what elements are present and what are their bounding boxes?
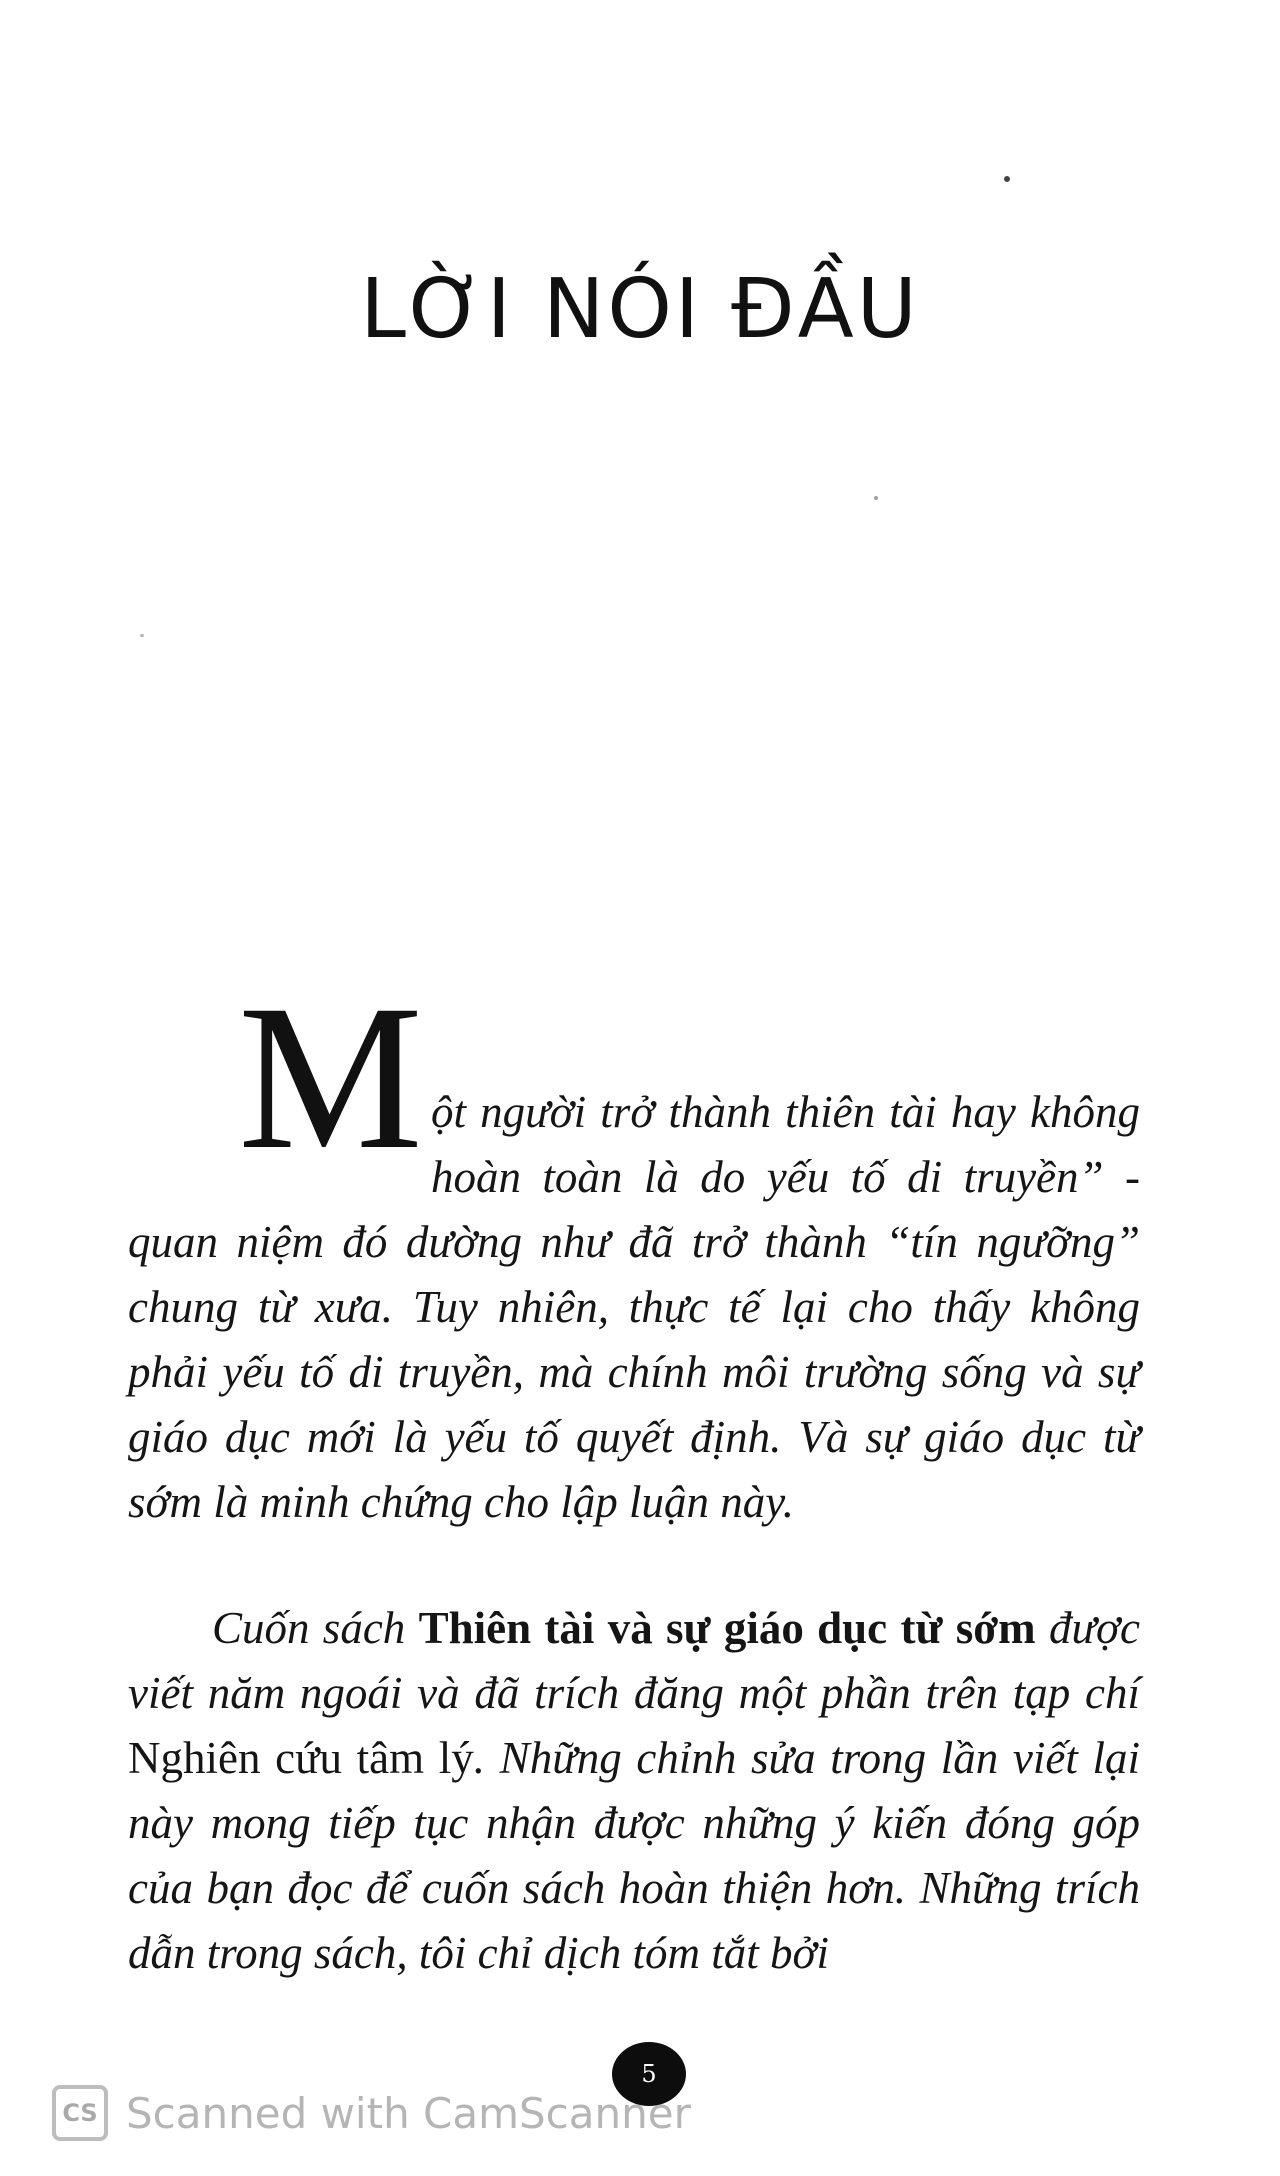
- camscanner-logo-icon: CS: [52, 2085, 108, 2141]
- scan-speck: [874, 496, 878, 500]
- scan-speck: [1004, 176, 1010, 182]
- paragraph-2: [128, 1596, 1140, 1986]
- page-number: 5: [612, 2042, 686, 2106]
- watermark-text: Scanned with CamScanner: [126, 2088, 691, 2138]
- camscanner-watermark: [52, 2082, 691, 2144]
- paragraph-2-intro: Cuốn sách: [212, 1603, 419, 1653]
- book-title: Thiên tài và sự giáo dục từ sớm: [418, 1603, 1036, 1653]
- paragraph-2-rest: . Những chỉnh sửa trong lần viết lại này mong tiếp tục nhận được những ý kiến đóng góp của bạn đọc để cuốn sách hoàn thiện hơn. Những trích dẫn trong sách, tôi chỉ dịch tóm tắt bởi: [128, 1733, 1140, 1978]
- paragraph-1-text: ột người trở thành thiên tài hay không hoàn toàn là do yếu tố di truyền” - quan niệm đó dường như đã trở thành “tín ngưỡng” chung từ xưa. Tuy nhiên, thực tế lại cho thấy không phải yếu tố di truyền, mà chính môi trường sống và sự giáo dục mới là yếu tố quyết định. Và sự giáo dục từ sớm là minh chứng cho lập luận này.: [128, 1087, 1140, 1527]
- drop-cap: M: [238, 962, 423, 1192]
- paragraph-2-mid: được viết năm ngoái và đã trích đăng một phần trên tạp chí: [128, 1603, 1140, 1718]
- scan-speck: [140, 634, 144, 637]
- journal-name: Nghiên cứu tâm lý: [128, 1733, 474, 1783]
- paragraph-1: [128, 962, 1140, 1535]
- page-title: LỜI NÓI ĐẦU: [360, 262, 920, 357]
